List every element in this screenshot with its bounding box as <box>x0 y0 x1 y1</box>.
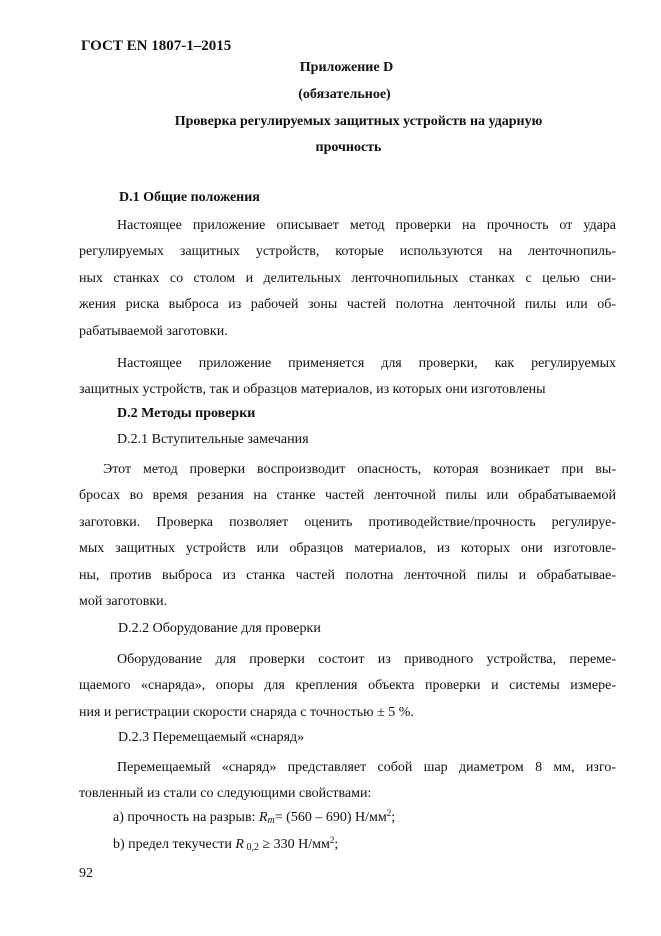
text-line: защитных устройств, так и образцов материалов, из которых они изготовлены <box>79 382 546 398</box>
subsection-d21-heading: D.2.1 Вступительные замечания <box>117 432 309 447</box>
section-d1-paragraph-1 <box>79 213 616 345</box>
text-line: ных станках со столом и делительных ленточнопильных станках с целью сни- <box>79 270 616 286</box>
list-item-a-end: ; <box>391 810 396 825</box>
list-item-a-text: a) прочность на разрыв: <box>113 810 259 825</box>
subsection-d21-paragraph <box>79 457 616 615</box>
text-line: ны, против выброса из станка частей полотна ленточной пилы и обрабатывае- <box>79 567 616 583</box>
appendix-status: (обязательное) <box>298 87 391 102</box>
text-line: мых защитных устройств или образцов материалов, из которых они изготовле- <box>79 541 616 557</box>
text-line: регулируемых защитных устройств, которые используются на ленточнопиль- <box>79 244 616 260</box>
tensile-strength-value: = (560 – 690) Н/мм <box>274 810 387 825</box>
section-d1-heading: D.1 Общие положения <box>119 190 260 205</box>
tensile-strength-subscript: m <box>267 815 275 826</box>
text-line: Оборудование для проверки состоит из приводного устройства, переме- <box>117 652 616 667</box>
text-line: бросах во время резания на станке частей ленточной пилы или обрабатываемой <box>79 488 616 504</box>
text-line: товленный из стали со следующими свойствами: <box>79 786 372 802</box>
unit-exponent: 2 <box>329 835 335 845</box>
text-line: Настоящее приложение описывает метод проверки на прочность от удара <box>117 218 616 233</box>
list-item-b <box>113 837 338 853</box>
yield-strength-symbol: R <box>235 837 244 852</box>
document-id: ГОСТ EN 1807-1–2015 <box>81 38 232 54</box>
yield-strength-subscript: 0,2 <box>243 842 259 853</box>
text-line: Этот метод проверки воспроизводит опасность, которая возникает при вы- <box>103 462 616 477</box>
tensile-strength-symbol: R <box>258 810 268 825</box>
text-line: Настоящее приложение применяется для проверки, как регулируемых <box>117 356 616 371</box>
text-line: Перемещаемый «снаряд» представляет собой шар диаметром 8 мм, изго- <box>117 760 616 775</box>
appendix-heading-line2: прочность <box>315 140 382 155</box>
list-item-b-text: b) предел текучести <box>113 837 236 852</box>
section-d1-paragraph-2 <box>79 351 616 404</box>
text-line: заготовки. Проверка позволяет оценить противодействие/прочность регулируе- <box>79 514 616 530</box>
text-line: жения риска выброса из рабочей зоны частей полотна ленточной пилы или об- <box>79 297 616 313</box>
list-item-b-end: ; <box>334 837 339 852</box>
subsection-d22-paragraph <box>79 647 616 726</box>
text-line: ния и регистрации скорости снаряда с точностью ± 5 %. <box>79 704 414 720</box>
appendix-title: Приложение D <box>299 60 394 75</box>
subsection-d22-heading: D.2.2 Оборудование для проверки <box>118 621 321 636</box>
list-item-a <box>113 810 395 826</box>
text-line: рабатываемой заготовки. <box>79 323 228 339</box>
unit-exponent: 2 <box>386 808 392 818</box>
text-line: мой заготовки. <box>79 594 168 610</box>
section-d2-heading: D.2 Методы проверки <box>117 406 256 421</box>
text-line: щаемого «снаряда», опоры для крепления объекта проверки и системы измере- <box>79 678 616 694</box>
yield-strength-value: ≥ 330 Н/мм <box>258 837 330 852</box>
appendix-heading-line1: Проверка регулируемых защитных устройств на ударную <box>174 114 543 129</box>
subsection-d23-heading: D.2.3 Перемещаемый «снаряд» <box>118 730 305 745</box>
page-number: 92 <box>79 866 93 881</box>
subsection-d23-paragraph <box>79 755 616 808</box>
